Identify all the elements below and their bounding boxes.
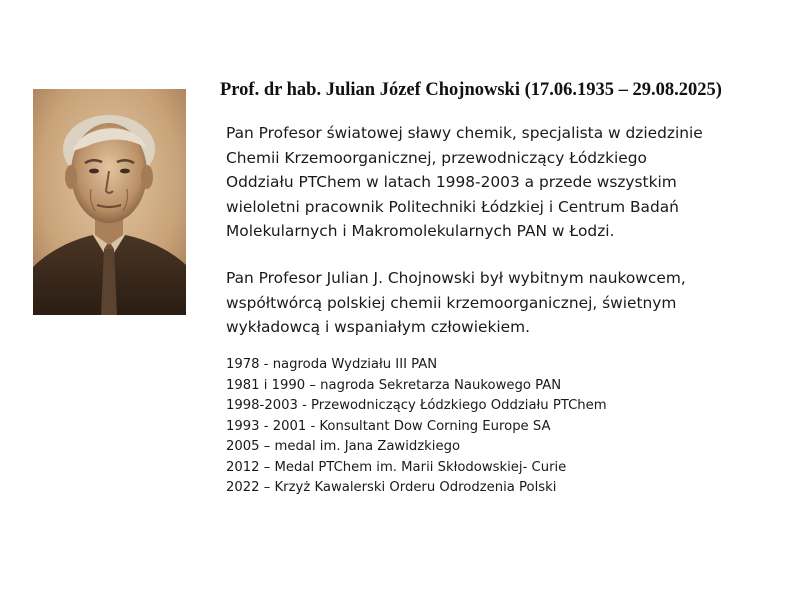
page-title: Prof. dr hab. Julian Józef Chojnowski (17.06.1935 – 29.08.2025) bbox=[220, 80, 722, 100]
award-item: 1998-2003 - Przewodniczący Łódzkiego Oddziału PTChem bbox=[226, 398, 607, 413]
text-line: wieloletni pracownik Politechniki Łódzkiej i Centrum Badań bbox=[226, 197, 679, 216]
text-line: Pan Profesor Julian J. Chojnowski był wybitnym naukowcem, bbox=[226, 269, 686, 287]
text-line: Molekularnych i Makromolekularnych PAN w Łodzi. bbox=[226, 222, 615, 240]
award-item: 2005 – medal im. Jana Zawidzkiego bbox=[226, 439, 461, 454]
text-line: Chemii Krzemoorganicznej, przewodniczący Łódzkiego bbox=[226, 148, 647, 167]
portrait-image bbox=[33, 89, 186, 315]
award-item: 2012 – Medal PTChem im. Marii Skłodowskiej- Curie bbox=[226, 459, 567, 475]
biography-paragraph-1 bbox=[226, 121, 781, 244]
portrait-photo bbox=[33, 89, 186, 315]
award-item: 1993 - 2001 - Konsultant Dow Corning Europe SA bbox=[226, 418, 551, 434]
biography-paragraph-2 bbox=[226, 266, 781, 340]
awards-list bbox=[226, 355, 781, 499]
text-line: Oddziału PTChem w latach 1998-2003 a przede wszystkim bbox=[226, 173, 677, 191]
text-line: Pan Profesor światowej sławy chemik, specjalista w dziedzinie bbox=[226, 124, 703, 142]
text-line: współtwórcą polskiej chemii krzemoorganicznej, świetnym bbox=[226, 293, 677, 312]
award-item: 2022 – Krzyż Kawalerski Orderu Odrodzenia Polski bbox=[226, 480, 557, 495]
award-item: 1978 - nagroda Wydziału III PAN bbox=[226, 357, 438, 372]
award-item: 1981 i 1990 – nagroda Sekretarza Naukowego PAN bbox=[226, 377, 562, 393]
text-line: wykładowcą i wspaniałym człowiekiem. bbox=[226, 318, 530, 336]
